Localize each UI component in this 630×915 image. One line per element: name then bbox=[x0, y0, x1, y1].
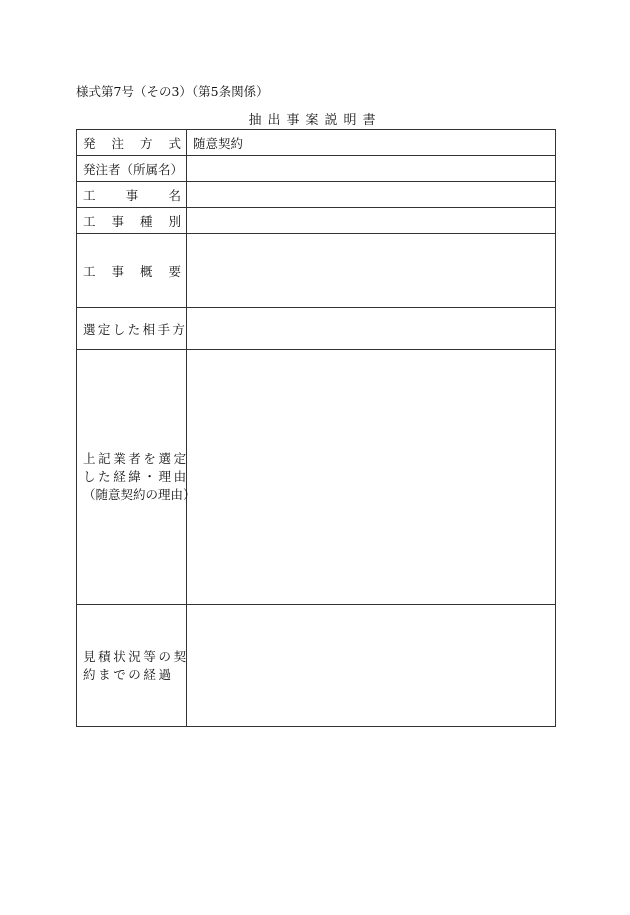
label-char: 種 bbox=[139, 213, 153, 229]
value-construction-summary[interactable] bbox=[187, 234, 556, 308]
label-order-method bbox=[77, 130, 187, 156]
table-row-order-method bbox=[77, 130, 556, 156]
label-text: 選定した相手方 bbox=[83, 321, 188, 337]
label-char: 発 bbox=[83, 135, 96, 151]
label-text bbox=[83, 186, 181, 204]
form-number-header: 様式第7号（その3）（第5条関係） bbox=[76, 84, 269, 99]
table-row-selection-reason bbox=[77, 350, 556, 605]
table-row-estimate-process bbox=[77, 605, 556, 727]
label-text bbox=[83, 160, 184, 178]
label-char: 工 bbox=[83, 213, 96, 229]
table-row-selected-party bbox=[77, 308, 556, 350]
label-char: 概 bbox=[139, 263, 153, 279]
label-char: 方 bbox=[139, 135, 153, 151]
label-char: 事 bbox=[125, 187, 139, 203]
table-row-construction-type bbox=[77, 208, 556, 234]
label-char: 工 bbox=[83, 187, 96, 203]
label-selected-party bbox=[77, 308, 187, 350]
value-selection-reason[interactable] bbox=[187, 350, 556, 605]
label-text bbox=[83, 648, 189, 684]
label-text bbox=[83, 262, 181, 280]
form-table bbox=[76, 129, 556, 727]
label-char: （所属名） bbox=[120, 161, 184, 177]
document-title: 抽出事案説明書 bbox=[248, 113, 382, 128]
label-selection-reason bbox=[77, 350, 196, 605]
value-orderer[interactable] bbox=[187, 156, 556, 182]
label-line: 見積状況等の契 bbox=[83, 648, 189, 664]
value-construction-name[interactable] bbox=[187, 182, 556, 208]
label-construction-type bbox=[77, 208, 187, 234]
label-char: 事 bbox=[111, 263, 124, 279]
label-text bbox=[83, 212, 181, 230]
table-row-construction-name bbox=[77, 182, 556, 208]
label-char: 事 bbox=[111, 213, 124, 229]
label-construction-summary bbox=[77, 234, 187, 308]
label-char: 要 bbox=[168, 263, 181, 279]
label-char: 注 bbox=[95, 161, 109, 177]
label-construction-name bbox=[77, 182, 187, 208]
label-line: （随意契約の理由） bbox=[83, 487, 196, 502]
value-selected-party[interactable] bbox=[187, 308, 556, 350]
table-row-orderer bbox=[77, 156, 556, 182]
value-construction-type[interactable] bbox=[187, 208, 556, 234]
label-orderer bbox=[77, 156, 187, 182]
label-char: 名 bbox=[168, 187, 181, 203]
label-text bbox=[83, 134, 181, 152]
label-text bbox=[83, 450, 196, 504]
label-char: 工 bbox=[83, 263, 96, 279]
label-line: 上記業者を選定 bbox=[83, 451, 189, 466]
label-line: した経緯・理由 bbox=[83, 469, 189, 484]
label-char: 式 bbox=[168, 135, 181, 151]
label-char: 別 bbox=[168, 213, 181, 229]
label-estimate-process bbox=[77, 605, 187, 727]
value-estimate-process[interactable] bbox=[187, 605, 556, 727]
value-order-method[interactable]: 随意契約 bbox=[187, 130, 556, 156]
label-char: 発 bbox=[83, 161, 96, 177]
label-char: 注 bbox=[111, 135, 124, 151]
label-char: 者 bbox=[108, 161, 121, 177]
table-row-construction-summary bbox=[77, 234, 556, 308]
label-line: 約までの経過 bbox=[83, 666, 174, 682]
